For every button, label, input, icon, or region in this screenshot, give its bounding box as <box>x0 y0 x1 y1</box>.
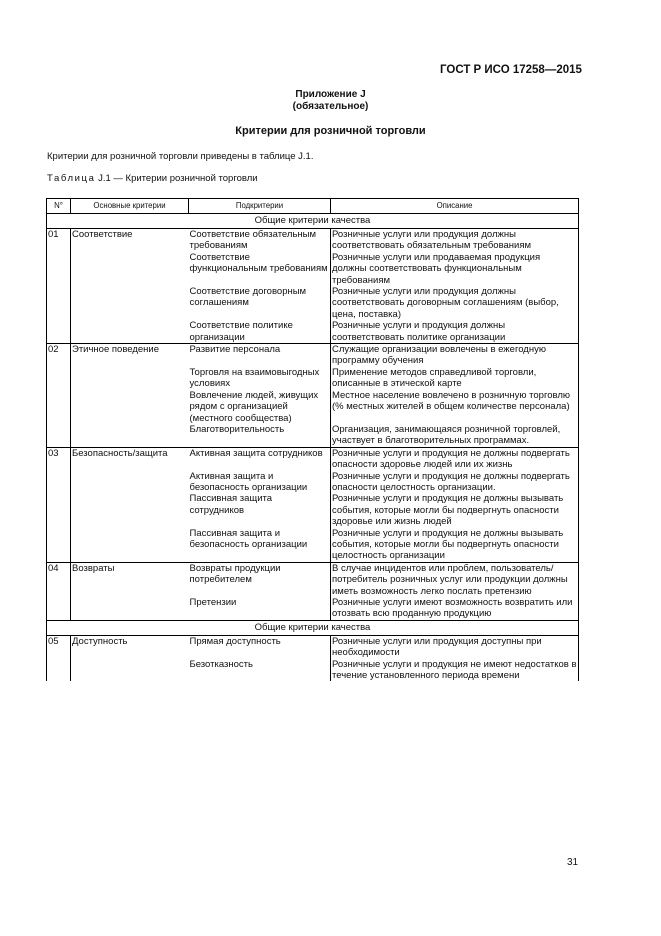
row-criterion <box>71 528 189 563</box>
table-row <box>47 471 579 494</box>
page-number: 31 <box>567 857 579 868</box>
row-number <box>47 320 71 343</box>
row-number: 04 <box>47 562 71 597</box>
page-heading: Критерии для розничной торговли <box>235 125 426 137</box>
row-criterion <box>71 286 189 320</box>
row-subcriterion: Соответствие политике организации <box>189 320 293 343</box>
row-number <box>47 390 71 424</box>
header-number: N° <box>47 199 71 214</box>
row-criterion <box>71 493 189 527</box>
row-description: Розничные услуги и продукция не должны вызывать события, которые могли бы подвергнуть опасности здоровье или жизнь людей <box>331 493 579 527</box>
row-description: Розничные услуги имеют возможность возвратить или отозвать всю проданную продукцию <box>331 597 579 620</box>
table-caption-text: J.1 — Критерии розничной торговли <box>98 173 258 184</box>
row-description: Розничные услуги или продукция должны соответствовать обязательным требованиям <box>331 229 579 252</box>
table-row <box>47 286 579 320</box>
appendix-title: Приложение J <box>295 89 366 100</box>
table-row <box>47 344 579 367</box>
row-description: Розничные услуги и продукция не должны вызывать события, которые могли бы подвергнуть опасности целостность организации <box>331 528 579 563</box>
table-row <box>47 229 579 252</box>
row-number <box>47 493 71 527</box>
row-subcriterion: Торговля на взаимовыгодных условиях <box>189 366 320 390</box>
row-description: Применение методов справедливой торговли, описанные в этической карте <box>331 367 579 390</box>
row-number <box>47 659 71 682</box>
row-description: Розничные услуги или продукция доступны при необходимости <box>331 635 579 658</box>
header-subcriterion: Подкритерии <box>189 199 331 214</box>
row-number: 02 <box>47 344 71 367</box>
row-subcriterion: Соответствие договорным соглашениям <box>189 286 307 309</box>
row-description: Розничные услуги и продукция не должны подвергать опасности целостность организации. <box>331 471 579 494</box>
section-row <box>47 214 579 229</box>
row-description: Розничные услуги или продаваемая продукция должны соответствовать функциональным требованиям <box>331 252 579 286</box>
table-row <box>47 390 579 424</box>
table-row <box>47 424 579 447</box>
row-number <box>47 528 71 563</box>
row-number <box>47 471 71 494</box>
row-description: Розничные услуги и продукция должны соответствовать политике организации <box>331 320 579 343</box>
row-number <box>47 286 71 320</box>
table-row <box>47 320 579 343</box>
row-number <box>47 367 71 390</box>
row-number <box>47 597 71 620</box>
row-criterion <box>71 390 189 424</box>
row-number: 01 <box>47 229 71 252</box>
table-header-row <box>47 199 579 214</box>
row-criterion <box>71 471 189 494</box>
row-criterion: Доступность <box>71 635 189 658</box>
row-criterion: Возвраты <box>71 562 189 597</box>
row-number: 03 <box>47 447 71 470</box>
header-description: Описание <box>331 199 579 214</box>
row-criterion <box>71 367 189 390</box>
row-description: Розничные услуги и продукция не должны подвергать опасности здоровье людей или их жизнь <box>331 447 579 470</box>
row-subcriterion: Пассивная защита сотрудников <box>189 493 273 516</box>
row-criterion <box>71 659 189 682</box>
row-criterion <box>71 597 189 620</box>
row-subcriterion: Развитие персонала <box>189 344 331 367</box>
header-criterion: Основные критерии <box>71 199 189 214</box>
row-number <box>47 424 71 447</box>
table-row <box>47 659 579 682</box>
intro-text: Критерии для розничной торговли приведены в таблице J.1. <box>47 151 314 162</box>
criteria-table <box>46 198 579 681</box>
row-description: Организация, занимающаяся розничной торговлей, участвует в благотворительных программах. <box>331 424 579 447</box>
row-subcriterion: Прямая доступность <box>189 635 331 658</box>
row-description: В случае инцидентов или проблем, пользователь/потребитель розничных услуг или продукции должны иметь возможность легко послать претензию <box>331 562 579 597</box>
row-subcriterion: Возвраты продукции потребителем <box>189 562 331 597</box>
table-row <box>47 447 579 470</box>
row-subcriterion: Благотворительность <box>189 423 285 435</box>
row-criterion <box>71 424 189 447</box>
section-row <box>47 620 579 635</box>
row-subcriterion: Соответствие функциональным требованиям <box>189 251 328 275</box>
table-caption <box>47 173 258 184</box>
table-row <box>47 252 579 286</box>
row-criterion <box>71 320 189 343</box>
row-subcriterion: Вовлечение людей, живущих рядом с организацией (местного сообщества) <box>189 389 319 424</box>
table-row <box>47 528 579 563</box>
table-caption-label: Таблица <box>47 173 96 184</box>
row-subcriterion: Активная защита сотрудников <box>189 447 331 470</box>
appendix-status: (обязательное) <box>292 101 369 112</box>
row-description: Служащие организации вовлечены в ежегодную программу обучения <box>331 344 579 367</box>
table-row <box>47 562 579 597</box>
row-number <box>47 252 71 286</box>
row-subcriterion: Соответствие обязательным требованиям <box>189 229 331 252</box>
row-description: Местное население вовлечено в розничную торговлю (% местных жителей в общем количестве персонала) <box>331 390 579 424</box>
table-row <box>47 493 579 527</box>
table-row <box>47 635 579 658</box>
section-title: Общие критерии качества <box>47 620 579 635</box>
row-subcriterion: Активная защита и безопасность организации <box>189 470 308 493</box>
row-subcriterion: Претензии <box>189 597 237 608</box>
table-row <box>47 597 579 620</box>
row-description: Розничные услуги или продукция должны соответствовать договорным соглашениям (выбор, цена, поставка) <box>331 286 579 320</box>
row-description: Розничные услуги и продукция не имеют недостатков в течение установленного периода времени <box>332 658 577 682</box>
document-code: ГОСТ Р ИСО 17258—2015 <box>440 64 582 76</box>
row-criterion: Безопасность/защита <box>71 447 189 470</box>
row-number: 05 <box>47 635 71 658</box>
row-criterion: Соответствие <box>71 229 189 252</box>
table-row <box>47 367 579 390</box>
row-subcriterion: Пассивная защита и безопасность организации <box>189 527 308 550</box>
row-criterion: Этичное поведение <box>71 344 189 367</box>
row-subcriterion: Безотказность <box>189 658 253 670</box>
section-title: Общие критерии качества <box>47 214 579 229</box>
row-criterion <box>71 252 189 286</box>
